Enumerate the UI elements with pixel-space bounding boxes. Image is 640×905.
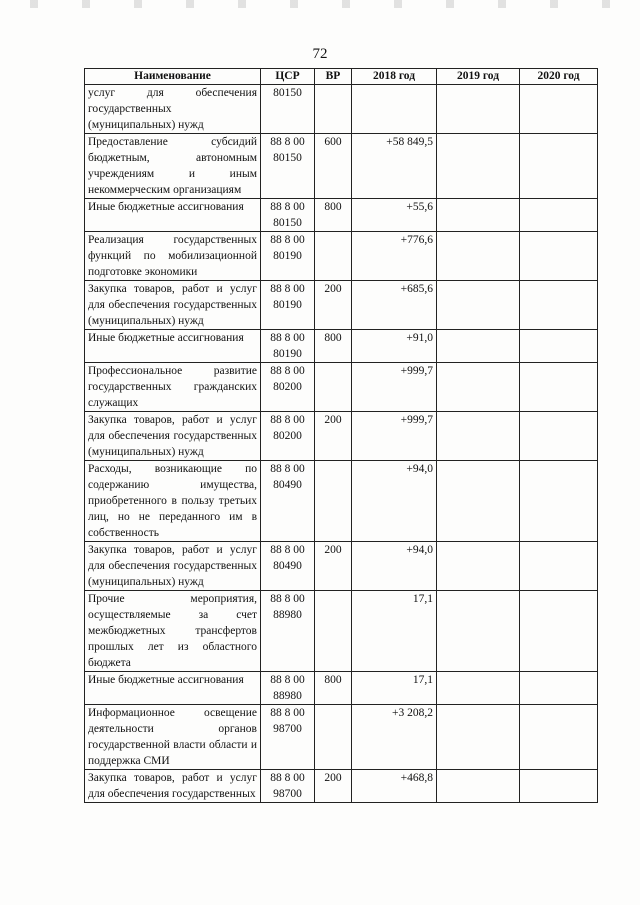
cell-name: Закупка товаров, работ и услуг для обеспечения государственных (муниципальных) нужд: [85, 542, 261, 591]
cell-2019: [437, 134, 520, 199]
header-name: Наименование: [85, 69, 261, 85]
cell-2019: [437, 232, 520, 281]
cell-csr: 80150: [261, 85, 315, 134]
cell-2020: [520, 770, 598, 803]
cell-2019: [437, 363, 520, 412]
cell-2020: [520, 134, 598, 199]
cell-csr: 88 8 00 88980: [261, 591, 315, 672]
cell-2020: [520, 232, 598, 281]
scan-top-edge: [0, 0, 640, 8]
cell-2020: [520, 281, 598, 330]
cell-2018: [352, 85, 437, 134]
header-2018: 2018 год: [352, 69, 437, 85]
cell-2020: [520, 330, 598, 363]
cell-2018: +468,8: [352, 770, 437, 803]
cell-vr: 800: [315, 199, 352, 232]
table-row: [85, 672, 598, 705]
budget-table: [84, 68, 598, 803]
table-row: [85, 542, 598, 591]
header-2020: 2020 год: [520, 69, 598, 85]
cell-2020: [520, 705, 598, 770]
cell-csr: 88 8 00 88980: [261, 672, 315, 705]
cell-csr: 88 8 00 80490: [261, 461, 315, 542]
cell-2018: +91,0: [352, 330, 437, 363]
cell-csr: 88 8 00 80200: [261, 363, 315, 412]
cell-2019: [437, 199, 520, 232]
cell-vr: [315, 85, 352, 134]
cell-2019: [437, 330, 520, 363]
cell-2019: [437, 542, 520, 591]
table-row: [85, 199, 598, 232]
cell-2020: [520, 591, 598, 672]
cell-name: Иные бюджетные ассигнования: [85, 672, 261, 705]
cell-vr: [315, 363, 352, 412]
header-vr: ВР: [315, 69, 352, 85]
cell-2018: 17,1: [352, 672, 437, 705]
cell-2018: 17,1: [352, 591, 437, 672]
cell-name: Расходы, возникающие по содержанию имущества, приобретенного в пользу третьих лиц, но не переданного им в собственность: [85, 461, 261, 542]
cell-vr: 200: [315, 542, 352, 591]
cell-vr: [315, 591, 352, 672]
cell-2018: +3 208,2: [352, 705, 437, 770]
cell-2018: +999,7: [352, 412, 437, 461]
cell-name: Информационное освещение деятельности органов государственной власти области и поддержка СМИ: [85, 705, 261, 770]
header-csr: ЦСР: [261, 69, 315, 85]
cell-2019: [437, 412, 520, 461]
cell-2018: +94,0: [352, 461, 437, 542]
table-row: [85, 705, 598, 770]
table-row: [85, 591, 598, 672]
cell-name: Иные бюджетные ассигнования: [85, 199, 261, 232]
cell-name: Прочие мероприятия, осуществляемые за счет межбюджетных трансфертов прошлых лет из областного бюджета: [85, 591, 261, 672]
cell-name: Закупка товаров, работ и услуг для обеспечения государственных (муниципальных) нужд: [85, 281, 261, 330]
table-header-row: [85, 69, 598, 85]
cell-2020: [520, 199, 598, 232]
cell-2020: [520, 672, 598, 705]
cell-vr: 200: [315, 281, 352, 330]
cell-vr: 200: [315, 412, 352, 461]
cell-vr: [315, 705, 352, 770]
cell-2018: +776,6: [352, 232, 437, 281]
table-row: [85, 412, 598, 461]
cell-2019: [437, 85, 520, 134]
cell-vr: 800: [315, 330, 352, 363]
cell-vr: 600: [315, 134, 352, 199]
cell-name: Иные бюджетные ассигнования: [85, 330, 261, 363]
cell-csr: 88 8 00 80150: [261, 199, 315, 232]
cell-name: Закупка товаров, работ и услуг для обеспечения государственных (муниципальных) нужд: [85, 412, 261, 461]
cell-2019: [437, 281, 520, 330]
cell-name: Закупка товаров, работ и услуг для обеспечения государственных: [85, 770, 261, 803]
cell-2019: [437, 705, 520, 770]
table-row: [85, 770, 598, 803]
cell-csr: 88 8 00 98700: [261, 770, 315, 803]
table-row: [85, 281, 598, 330]
table-row: [85, 461, 598, 542]
cell-2018: +94,0: [352, 542, 437, 591]
table-row: [85, 330, 598, 363]
cell-name: Предоставление субсидий бюджетным, автономным учреждениям и иным некоммерческим организациям: [85, 134, 261, 199]
cell-csr: 88 8 00 98700: [261, 705, 315, 770]
cell-vr: 200: [315, 770, 352, 803]
cell-2018: +58 849,5: [352, 134, 437, 199]
cell-csr: 88 8 00 80190: [261, 330, 315, 363]
cell-csr: 88 8 00 80150: [261, 134, 315, 199]
cell-vr: [315, 232, 352, 281]
table-row: [85, 363, 598, 412]
cell-2020: [520, 542, 598, 591]
cell-2018: +999,7: [352, 363, 437, 412]
cell-2019: [437, 461, 520, 542]
cell-2018: +685,6: [352, 281, 437, 330]
cell-2020: [520, 85, 598, 134]
cell-name: услуг для обеспечения государственных (муниципальных) нужд: [85, 85, 261, 134]
cell-csr: 88 8 00 80190: [261, 232, 315, 281]
cell-2020: [520, 461, 598, 542]
cell-2018: +55,6: [352, 199, 437, 232]
cell-2019: [437, 770, 520, 803]
table-row: [85, 134, 598, 199]
cell-name: Реализация государственных функций по мобилизационной подготовке экономики: [85, 232, 261, 281]
cell-2020: [520, 363, 598, 412]
cell-2019: [437, 672, 520, 705]
cell-csr: 88 8 00 80200: [261, 412, 315, 461]
cell-csr: 88 8 00 80190: [261, 281, 315, 330]
page-number: 72: [312, 46, 328, 62]
cell-2019: [437, 591, 520, 672]
cell-2020: [520, 412, 598, 461]
cell-vr: [315, 461, 352, 542]
cell-csr: 88 8 00 80490: [261, 542, 315, 591]
cell-name: Профессиональное развитие государственных гражданских служащих: [85, 363, 261, 412]
header-2019: 2019 год: [437, 69, 520, 85]
cell-vr: 800: [315, 672, 352, 705]
table-row: [85, 232, 598, 281]
table-row: [85, 85, 598, 134]
